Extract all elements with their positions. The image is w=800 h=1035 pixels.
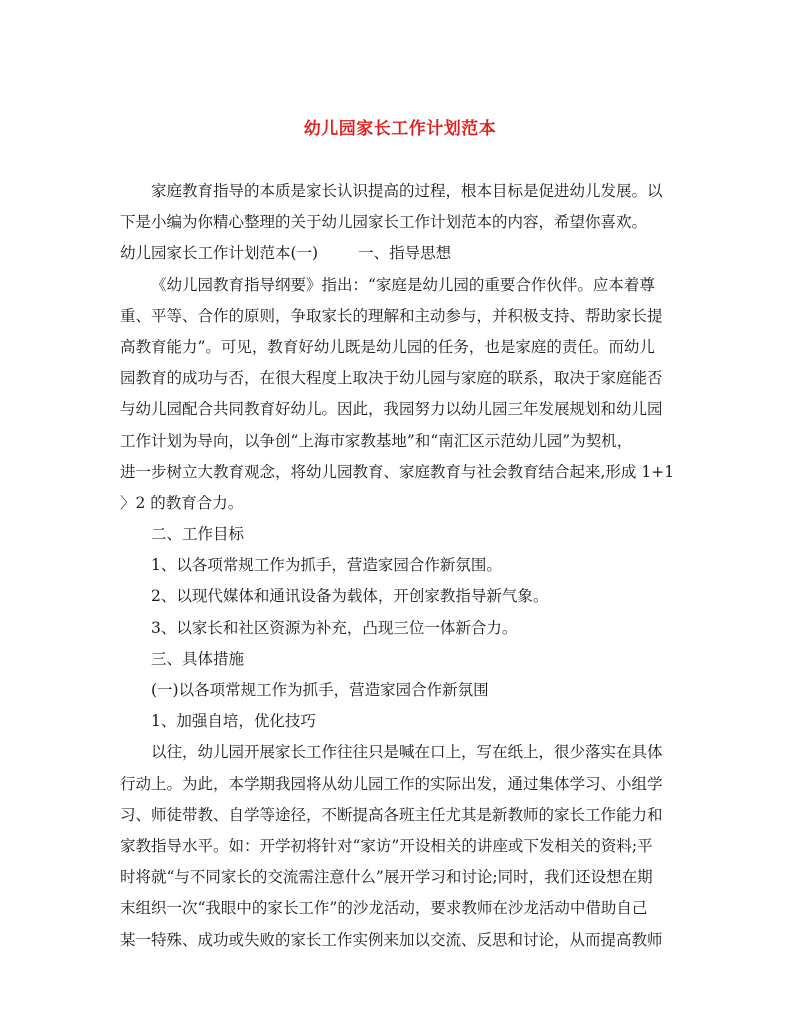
subsection-heading: (一)以各项常规工作为抓手，营造家园合作新氛围 bbox=[151, 681, 489, 699]
list-item: 2、以现代媒体和通讯设备为载体，开创家教指导新气象。 bbox=[151, 587, 549, 606]
list-item: 3、以家长和社区资源为补充，凸现三位一体新合力。 bbox=[151, 618, 518, 637]
paragraph-line: 园教育的成功与否，在很大程度上取决于幼儿园与家庭的联系，取决于家庭能否 bbox=[120, 369, 663, 388]
paragraph-line: 《幼儿园教育指导纲要》指出：“家庭是幼儿园的重要合作伙伴。应本着尊 bbox=[151, 275, 655, 294]
section-heading-line bbox=[120, 238, 670, 269]
section-heading: 一、指导思想 bbox=[358, 244, 452, 263]
section-heading: 三、具体措施 bbox=[151, 649, 245, 668]
document-body bbox=[120, 176, 675, 956]
paragraph-line: 工作计划为导向，以争创“上海市家教基地”和“南汇区示范幼儿园”为契机， bbox=[120, 431, 633, 450]
paragraph-line: 与幼儿园配合共同教育好幼儿。因此，我园努力以幼儿园三年发展规划和幼儿园 bbox=[120, 400, 663, 419]
section-heading: 二、工作目标 bbox=[151, 525, 245, 544]
paragraph-line: 〉2 的教育合力。 bbox=[120, 493, 244, 512]
paragraph-line: 行动上。为此，本学期我园将从幼儿园工作的实际出发，通过集体学习、小组学 bbox=[120, 774, 663, 793]
list-item: 1、以各项常规工作为抓手，营造家园合作新氛围。 bbox=[151, 556, 502, 575]
paragraph-line: 某一特殊、成功或失败的家长工作实例来加以交流、反思和讨论，从而提高教师 bbox=[120, 930, 663, 949]
paragraph-line: 进一步树立大教育观念，将幼儿园教育、家庭教育与社会教育结合起来,形成 1+1 bbox=[120, 462, 675, 481]
paragraph-line: 家庭教育指导的本质是家长认识提高的过程，根本目标是促进幼儿发展。以 bbox=[151, 182, 663, 200]
paragraph-line: 高教育能力”。可见，教育好幼儿既是幼儿园的任务，也是家庭的责任。而幼儿 bbox=[120, 337, 655, 356]
paragraph-line: 以往，幼儿园开展家长工作往往只是喊在口上，写在纸上，很少落实在具体 bbox=[151, 743, 663, 762]
paragraph-line: 习、师徒带教、自学等途径，不断提高各班主任尤其是新教师的家长工作能力和 bbox=[120, 805, 663, 824]
paragraph-line: 时将就“与不同家长的交流需注意什么”展开学习和讨论;同时，我们还设想在期 bbox=[120, 868, 653, 887]
paragraph-line: 重、平等、合作的原则，争取家长的理解和主动参与，并积极支持、帮助家长提 bbox=[120, 306, 663, 325]
section-subtitle: 幼儿园家长工作计划范本(一) bbox=[120, 244, 319, 263]
subsection-heading: 1、加强自培，优化技巧 bbox=[151, 712, 316, 731]
document-title: 幼儿园家长工作计划范本 bbox=[303, 119, 497, 139]
paragraph-line: 家教指导水平。如：开学初将针对“家访”开设相关的讲座或下发相关的资料;平 bbox=[120, 836, 653, 855]
paragraph-line: 末组织一次“我眼中的家长工作”的沙龙活动，要求教师在沙龙活动中借助自己 bbox=[120, 899, 648, 918]
paragraph-line: 下是小编为你精心整理的关于幼儿园家长工作计划范本的内容，希望你喜欢。 bbox=[120, 213, 648, 232]
